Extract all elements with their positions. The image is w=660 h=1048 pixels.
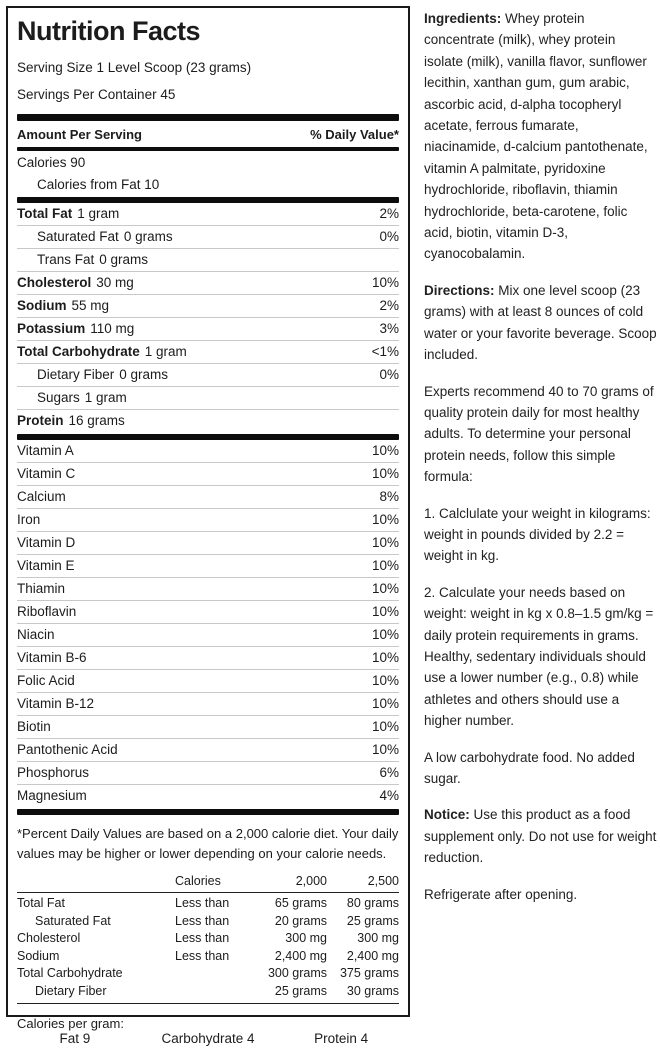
nutrient-row-protein [17,409,399,432]
daily-value-footnote: *Percent Daily Values are based on a 2,000 calorie diet. Your daily values may be higher or lower depending on your calorie needs. [17,825,399,861]
nutrient-dv: 2% [379,298,399,313]
vitamin-row-pantothenic-acid: Pantothenic Acid 10% [17,738,399,761]
calories-per-gram-values [17,1031,399,1048]
nutrient-dv: 2% [379,206,399,221]
dv-table-row-total-fat: Total Fat Less than 65 grams 80 grams [17,896,399,910]
paragraph-low-carb [424,747,657,790]
dv-table-row-dietary-fiber: Dietary Fiber 25 grams 30 grams [35,983,399,998]
nutrient-name-amount: Total Carbohydrate 1 gram [17,344,187,359]
nutrient-name-amount: Cholesterol 30 mg [17,275,134,290]
nutrient-name-amount: Potassium 110 mg [17,321,135,336]
nutrient-row-sodium [17,294,399,317]
vitamin-row-biotin: Biotin 10% [17,715,399,738]
nutrient-dv: 10% [371,275,399,290]
dv-table-row-sodium: Sodium Less than 2,400 mg 2,400 mg [17,948,399,963]
nutrient-row-dietary-fiber [17,363,399,386]
vitamin-row-vitamin-d: Vitamin D 10% [17,531,399,554]
dv-table-row-total-carbohydrate: Total Carbohydrate 300 grams 375 grams [17,966,399,980]
nutrition-facts-label [6,6,410,1046]
cpg-protein: Protein 4 [314,1031,369,1046]
vitamin-row-vitamin-a: Vitamin A 10% [17,443,399,458]
dv-table-header-2500: 2,500 [367,873,399,888]
dv-table-row-cholesterol: Cholesterol Less than 300 mg 300 mg [17,931,399,945]
nutrient-name-amount: Saturated Fat 0 grams [37,229,173,244]
nutrient-name-amount: Trans Fat 0 grams [37,252,149,267]
nutrient-row-sugars [17,386,399,409]
label-title: Nutrition Facts [17,16,201,46]
info-panel [424,8,657,920]
nutrient-name-amount: Total Fat 1 gram [17,206,120,221]
vitamin-row-vitamin-b12: Vitamin B-12 10% [17,692,399,715]
vitamin-row-calcium: Calcium 8% [17,485,399,508]
dv-table-header-2000: 2,000 [295,873,327,888]
dv-table-header-calories: Calories [175,873,221,888]
vitamin-row-magnesium: Magnesium 4% [17,784,399,807]
nutrient-name-amount: Protein 16 grams [17,413,125,428]
dv-table-header [17,873,399,894]
calories-per-gram-heading: Calories per gram: [17,1016,124,1031]
paragraph-text: 2. Calculate your needs based on weight: weight in kg x 0.8–1.5 gm/kg = daily protein requirements in grams. Healthy, sedentary individuals should use a lower number (e.g., 0.8) while athletes and others should use a higher number. [424,584,654,729]
serving-size: Serving Size 1 Level Scoop (23 grams) [17,60,252,75]
paragraph-step-1 [424,503,657,567]
paragraph-ingredients [424,8,657,265]
cpg-carbohydrate: Carbohydrate 4 [161,1031,255,1046]
nutrient-row-cholesterol [17,271,399,294]
paragraph-refrigerate [424,884,657,905]
paragraph-text: 1. Calclulate your weight in kilograms: weight in pounds divided by 2.2 = weight in kg. [424,505,651,564]
nutrient-row-total-carbohydrate [17,340,399,363]
paragraph-lead: Ingredients: [424,11,502,26]
dv-table-body [17,895,399,1004]
daily-values-table [17,873,399,1005]
amount-per-serving-row [17,121,399,147]
nutrient-dv: 3% [379,321,399,336]
paragraph-lead: Notice: [424,807,470,823]
nutrient-dv: 0% [379,229,399,244]
vitamin-row-riboflavin: Riboflavin 10% [17,600,399,623]
daily-value-header: % Daily Value* [310,127,399,142]
nutrient-row-saturated-fat [17,225,399,248]
nutrient-name-amount: Dietary Fiber 0 grams [37,367,169,382]
nutrient-dv: 0% [379,367,399,382]
paragraph-step-2 [424,582,657,732]
vitamin-row-vitamin-b6: Vitamin B-6 10% [17,646,399,669]
paragraph-lead: Directions: [424,282,495,298]
paragraph-text: Experts recommend 40 to 70 grams of quality protein daily for most healthy adults. To determine your personal protein needs, follow this simple formula: [424,383,654,485]
calories-from-fat-row: Calories from Fat 10 [37,176,160,192]
vitamin-row-thiamin: Thiamin 10% [17,577,399,600]
vitamin-row-vitamin-e: Vitamin E 10% [17,554,399,577]
vitamin-row-vitamin-c: Vitamin C 10% [17,462,399,485]
paragraph-directions [424,280,657,366]
nutrient-dv: <1% [371,344,399,359]
paragraph-experts [424,381,657,488]
vitamin-row-phosphorus: Phosphorus 6% [17,761,399,784]
paragraph-text: Whey protein concentrate (milk), whey protein isolate (milk), vanilla flavor, sunflower lecithin, xanthan gum, gum arabic, ascorbic acid, d-alpha tocopheryl acetate, ferrous fumarate, niacinamide, d-calcium pantothenate, vitamin A palmitate, pyridoxine hydrochloride, riboflavin, thiamin hydrochloride, beta-carotene, folic acid, biotin, vitamin D-3, cyanocobalamin. [424,11,648,262]
calories-row: Calories 90 [17,154,86,170]
vitamin-row-folic-acid: Folic Acid 10% [17,669,399,692]
nutrient-name-amount: Sugars 1 gram [37,390,127,405]
paragraph-text: Mix one level scoop (23 grams) with at least 8 ounces of cold water or your favorite beverage. Scoop included. [424,282,657,363]
cpg-fat: Fat 9 [59,1031,91,1046]
paragraph-text: Use this product as a food supplement only. Do not use for weight reduction. [424,807,657,866]
nutrient-name-amount: Sodium 55 mg [17,298,110,313]
divider-thick [17,114,399,121]
dv-table-row-saturated-fat: Saturated Fat Less than 20 grams 25 grams [35,913,399,928]
nutrient-row-potassium [17,317,399,340]
nutrient-row-total-fat [17,203,399,225]
paragraph-notice [424,804,657,868]
vitamin-row-iron: Iron 10% [17,508,399,531]
vitamin-row-niacin: Niacin 10% [17,623,399,646]
paragraph-text: A low carbohydrate food. No added sugar. [424,749,635,786]
servings-per-container: Servings Per Container 45 [17,87,176,102]
paragraph-text: Refrigerate after opening. [424,886,578,902]
amount-per-serving-label: Amount Per Serving [17,127,142,142]
nutrient-row-trans-fat [17,248,399,271]
divider-thick [17,809,399,815]
